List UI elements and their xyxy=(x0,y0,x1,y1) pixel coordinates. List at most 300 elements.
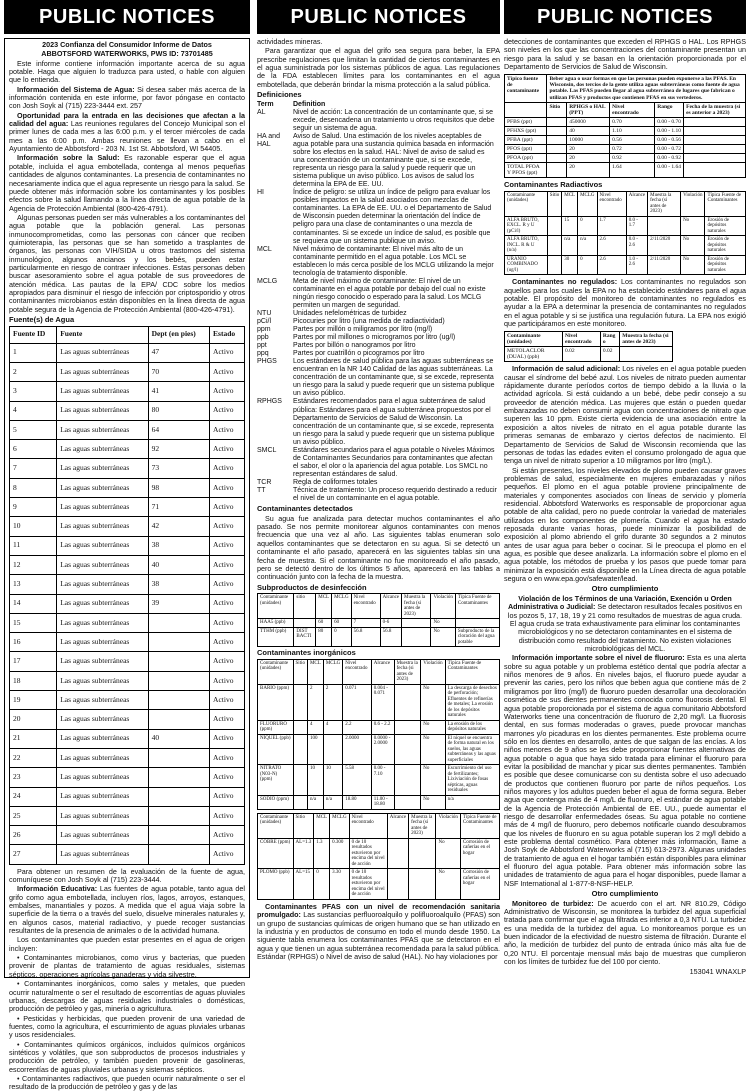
wells-header: Fuente ID xyxy=(10,326,57,343)
metals-header: Contaminante (unidades) xyxy=(258,813,294,838)
well-depth: 40 xyxy=(148,555,209,574)
unreg-cell xyxy=(620,347,673,362)
inorg-cell xyxy=(293,734,307,765)
well-depth: 70 xyxy=(148,362,209,381)
def-text: Índice de peligro: se utiliza un índice de peligro para evaluar los posibles impactos en la salud asociados con mezclas de contaminantes. La EPA de EE. UU. o el Departamento de Salud de Wisconsin pueden determinar la orientación del índice de peligro para una clase de contaminantes o una mezcla de contaminantes. Si se excede un índice de salud, es posible que se requiera que un sistema publique un aviso. xyxy=(293,189,492,245)
def-text: Meta de nivel máximo de contaminante: El nivel de un contaminante en el agua potable por debajo del cual no existe ningún riesgo conocido o esperado para la salud. Los MCLG permiten un margen de seguridad. xyxy=(293,277,486,309)
inorg-header: Sitio xyxy=(293,659,307,684)
well-id: 10 xyxy=(10,517,57,536)
pfas-cell xyxy=(684,144,746,153)
well-id: 9 xyxy=(10,498,57,517)
well-id: 3 xyxy=(10,382,57,401)
table-row xyxy=(10,498,245,517)
well-status: Activo xyxy=(210,536,245,555)
pfas-header: Fecha de la muestra (si es anterior a 2023) xyxy=(684,102,746,117)
well-src: Las aguas subterráneas xyxy=(57,517,148,536)
inorg-cell xyxy=(293,795,307,809)
metals-cell xyxy=(387,838,408,869)
definition-row xyxy=(257,326,500,334)
def-text: Aviso de Salud. Una estimación de los niveles aceptables de agua potable para una sustancia química basada en información sobre los efectos en la salud. HAL: Nivel de aviso de salud es una concentración de un contaminante que, si se excede, representa un riesgo para la salud y puede requerir que un sistema publique un aviso público. Los avisos de salud los determina la EPA de EE. UU. xyxy=(293,132,494,189)
pfas-cell xyxy=(547,126,567,135)
def-term: PHGS xyxy=(257,358,277,366)
inorg-cell: 18.80 xyxy=(343,795,371,809)
inorg-cell: NITRATO (N03-N) (ppm) xyxy=(258,765,294,796)
def-head-term: Term xyxy=(257,100,274,108)
pfas-cell: 0.56 xyxy=(610,135,655,144)
inorg-cell: 0.071 xyxy=(343,684,371,720)
inorg-cell: 0.0000 - 2.0000 xyxy=(371,734,394,765)
radio-cell: No xyxy=(681,255,705,275)
pfas-cell: 0.00 - 1.64 xyxy=(655,162,684,177)
radio-cell: 15 xyxy=(562,216,578,236)
def-term: ppb xyxy=(257,334,269,342)
pfas-cell xyxy=(547,162,567,177)
list-item: • Contaminantes radiactivos, que pueden ocurrir naturalmente o ser el resultado de la producción de petróleo y gas y de las xyxy=(9,1073,245,1092)
banner-1: PUBLIC NOTICES xyxy=(4,0,250,34)
table-row xyxy=(10,671,245,690)
well-status: Activo xyxy=(210,575,245,594)
pfas-cell: 20 xyxy=(567,153,610,162)
well-src: Las aguas subterráneas xyxy=(57,382,148,401)
def-term: pCi/l xyxy=(257,318,272,326)
disinf-header: Muestra la fecha (si antes de 2023) xyxy=(402,594,431,619)
radio-cell: 1.0 - 2.6 xyxy=(626,255,647,275)
radio-cell: 2.6 xyxy=(597,236,626,256)
radio-cell: ALFA BRUTO, INCL. R & U (n/a) xyxy=(505,236,548,256)
table-row xyxy=(10,691,245,710)
disinfection-title: Subproductos de desinfección xyxy=(257,582,367,592)
well-status: Activo xyxy=(210,401,245,420)
pfas-cell xyxy=(684,117,746,126)
table-row xyxy=(10,613,245,632)
disinf-header: MCL xyxy=(316,594,332,619)
inorg-cell: 2.0000 xyxy=(343,734,371,765)
well-depth xyxy=(148,633,209,652)
well-status: Activo xyxy=(210,420,245,439)
table-row xyxy=(10,729,245,748)
inorg-cell: n/a xyxy=(445,795,499,809)
column-1 xyxy=(4,38,250,1092)
table-row xyxy=(10,478,245,497)
pfas-cell: 10000 xyxy=(567,135,610,144)
inorg-cell: BARIO (ppm) xyxy=(258,684,294,720)
def-text: Partes por millón o miligramos por litro (mg/l) xyxy=(293,326,433,334)
radio-row xyxy=(505,236,746,256)
disinf-cell: HAA5 (ppb) xyxy=(258,619,294,628)
pfas-cell: 0.00 - 0.72 xyxy=(655,144,684,153)
def-text: Técnica de tratamiento: Un proceso requerido destinado a reducir el nivel de un contaminante en el agua potable. xyxy=(293,487,497,503)
definition-row xyxy=(257,479,500,487)
radio-cell xyxy=(547,255,561,275)
metals-cell: 0 xyxy=(314,869,330,900)
report-title: 2023 Confianza del Consumidor Informe de Datos xyxy=(42,40,212,49)
metals-cell xyxy=(387,869,408,900)
table-row xyxy=(10,748,245,767)
inorg-cell xyxy=(394,734,421,765)
def-term: TT xyxy=(257,487,266,494)
definition-row xyxy=(257,334,500,342)
well-status: Activo xyxy=(210,845,245,864)
def-text: Picocuries por litro (una medida de radiactividad) xyxy=(293,318,445,326)
radio-header: Contaminante (unidades) xyxy=(505,191,548,216)
def-term: MCLG xyxy=(257,277,278,285)
table-row xyxy=(10,343,245,362)
inorg-cell: La erosión de los depósitos naturales xyxy=(445,720,499,734)
metals-cell: AL=1.3 xyxy=(293,838,314,869)
other-title-2: Otro cumplimiento xyxy=(591,889,659,899)
well-id: 21 xyxy=(10,729,57,748)
table-row xyxy=(10,652,245,671)
well-id: 13 xyxy=(10,575,57,594)
well-status: Activo xyxy=(210,729,245,748)
well-src: Las aguas subterráneas xyxy=(57,652,148,671)
well-status: Activo xyxy=(210,710,245,729)
disinf-header: Típica Fuente de Contaminantes xyxy=(455,594,499,619)
unreg-header: Contaminante (unidades) xyxy=(505,332,563,347)
edu-info: Información Educativa: Las fuentes de agua potable, tanto agua del grifo como agua embotellada, incluyen ríos, lagos, arroyos, estanques, embalses, manantiales y pozos. A medida que el agua viaja sobre la superficie de la tierra o a través del suelo, disuelve minerales naturales y, en algunos casos, material radiactivo, y puede recoger sustancias resultantes de la presencia de animales o de la actividad humana. xyxy=(9,884,245,936)
pfas-cell: 0.72 xyxy=(610,144,655,153)
pfas-header: Rango xyxy=(655,102,684,117)
disinf-cell: 0 xyxy=(332,627,351,647)
def-term: AL xyxy=(257,108,266,116)
def-text: Unidades nefelométricas de turbidez xyxy=(293,309,407,317)
unreg-header: Rang o xyxy=(600,332,619,347)
inorg-row xyxy=(258,684,500,720)
well-status: Activo xyxy=(210,555,245,574)
table-row xyxy=(10,806,245,825)
definitions-header xyxy=(257,101,500,109)
disinf-cell xyxy=(455,619,499,628)
pfas-cell: 0.92 xyxy=(610,153,655,162)
well-src: Las aguas subterráneas xyxy=(57,478,148,497)
inorg-cell: 10 xyxy=(323,765,342,796)
well-id: 6 xyxy=(10,440,57,459)
radio-row xyxy=(505,255,746,275)
radio-cell: URANIO COMBINADO (ug/l) xyxy=(505,255,548,275)
well-status: Activo xyxy=(210,498,245,517)
well-src: Las aguas subterráneas xyxy=(57,343,148,362)
radio-cell: Erosión de depósitos naturales xyxy=(705,255,746,275)
well-id: 7 xyxy=(10,459,57,478)
well-depth xyxy=(148,748,209,767)
well-id: 8 xyxy=(10,478,57,497)
column-2 xyxy=(257,38,500,978)
inorg-header: Contaminante (unidades) xyxy=(258,659,294,684)
inorg-cell xyxy=(293,765,307,796)
pfas-row xyxy=(505,162,746,177)
inorg-header: MCLG xyxy=(323,659,342,684)
def-text: Estándares secundarios para el agua potable o Niveles Máximos de Contaminantes Secundarios para contaminantes que afectan el sabor, el olor o la apariencia del agua potable. Los SMCL no representan estándares de salud. xyxy=(293,446,495,478)
def-term: ppm xyxy=(257,326,271,334)
def-text: Regla de coliformes totales xyxy=(293,478,378,486)
well-id: 19 xyxy=(10,691,57,710)
well-depth xyxy=(148,768,209,787)
well-depth xyxy=(148,826,209,845)
table-row xyxy=(10,710,245,729)
well-id: 18 xyxy=(10,671,57,690)
well-status: Activo xyxy=(210,691,245,710)
metals-header: Violación xyxy=(436,813,460,838)
well-id: 14 xyxy=(10,594,57,613)
disinf-cell: 60 xyxy=(316,619,332,628)
pfas-cell: 0.70 xyxy=(610,117,655,126)
pfas-cell: TOTAL PFOA Y PFOS (ppt) xyxy=(505,162,547,177)
epa-text: Para garantizar que el agua del grifo sea segura para beber, la EPA prescribe regulaciones que limitan la cantidad de ciertos contaminantes en el agua suministrada por los sistemas públicos de agua. Las regulaciones de la FDA establecen límites para los contaminantes en el agua embotellada, que deberán brindar la misma protección a la salud pública. xyxy=(257,46,500,89)
banner-3: PUBLIC NOTICES xyxy=(504,0,746,34)
wells-header: Dept (en pies) xyxy=(148,326,209,343)
def-text: Partes por mil millones o microgramos por litro (ug/l) xyxy=(293,334,456,342)
list-item: • Contaminantes microbianos, como virus y bacterias, que pueden provenir de plantas de tratamiento de aguas residuales, sistemas sépticos, operaciones agrícolas ganaderas y vida silvestre. xyxy=(9,953,245,979)
definition-row xyxy=(257,109,500,133)
metals-header: Típica Fuente de Contaminantes xyxy=(460,813,499,838)
pfas-cell xyxy=(684,135,746,144)
well-src: Las aguas subterráneas xyxy=(57,575,148,594)
disinf-cell: No xyxy=(431,619,455,628)
radio-cell: No xyxy=(681,216,705,236)
pfas-row xyxy=(505,153,746,162)
inorg-cell xyxy=(394,720,421,734)
inorg-cell: 4 xyxy=(323,720,342,734)
radio-table xyxy=(504,191,746,276)
inorg-cell: No xyxy=(421,795,445,809)
pfas-row xyxy=(505,117,746,126)
well-status: Activo xyxy=(210,382,245,401)
radio-cell: 0.0 - 2.6 xyxy=(626,236,647,256)
pfas-cell: 20 xyxy=(567,162,610,177)
well-src: Las aguas subterráneas xyxy=(57,806,148,825)
table-row xyxy=(10,787,245,806)
table-row xyxy=(10,575,245,594)
radio-header: Violación xyxy=(681,191,705,216)
well-status: Activo xyxy=(210,748,245,767)
inorg-cell: 4 xyxy=(307,720,323,734)
disinf-cell: 56.8 xyxy=(380,627,401,647)
definition-row xyxy=(257,342,500,350)
definition-row xyxy=(257,398,500,446)
well-depth xyxy=(148,671,209,690)
metals-cell: 1.3 xyxy=(314,838,330,869)
well-status: Activo xyxy=(210,594,245,613)
metals-cell xyxy=(409,869,436,900)
table-row xyxy=(10,362,245,381)
well-src: Las aguas subterráneas xyxy=(57,845,148,864)
well-depth: 38 xyxy=(148,575,209,594)
metals-cell: No xyxy=(436,869,460,900)
disinf-header: Violación xyxy=(431,594,455,619)
radio-cell: n/a xyxy=(578,236,597,256)
well-depth: 64 xyxy=(148,420,209,439)
list-item: • Pesticidas y herbicidas, que pueden provenir de una variedad de fuentes, como la agricultura, el escurrimiento de aguas pluviales urbanas y usos residenciales. xyxy=(9,1013,245,1040)
list-item: • Contaminantes inorgánicos, como sales y metales, que pueden ocurrir naturalmente o ser el resultado de escorrentías de aguas pluviales urbanas, descargas de aguas residuales industriales o domésticas, producción de petróleo y gas, minería o agricultura. xyxy=(9,979,245,1014)
summary-text: Para obtener un resumen de la evaluación de la fuente de agua, comuníquese con Josh Soyk al (715) 223-3444. xyxy=(9,866,245,885)
radio-header: Alcance xyxy=(626,191,647,216)
inorg-row xyxy=(258,734,500,765)
well-depth: 71 xyxy=(148,498,209,517)
pfas-header: Sitio xyxy=(547,102,567,117)
def-text: Partes por billón o nanogramos por litro xyxy=(293,342,416,350)
well-src: Las aguas subterráneas xyxy=(57,633,148,652)
violation-text: Violación de los Términos de una Variación, Exención u Orden Administrativa o Judicial: Se detectaron resultados fecales positivos en los pozos 5, 17, 18, 19 y 21 como resultados de muestras de agua cruda. El agua cruda se trata exhaustivamente para eliminar los contaminantes microbiológicos y no se detectaron contaminantes en el sistema de distribución como resultado del tratamiento. No existen violaciones microbiológicas del MCL. xyxy=(507,594,743,654)
well-depth: 38 xyxy=(148,536,209,555)
well-id: 4 xyxy=(10,401,57,420)
well-id: 11 xyxy=(10,536,57,555)
table-row xyxy=(10,517,245,536)
def-term: ppt xyxy=(257,342,267,350)
well-status: Activo xyxy=(210,459,245,478)
inorg-cell: 2 xyxy=(307,684,323,720)
opportunity-info: Oportunidad para la entrada en las decisiones que afectan a la calidad del agua: Las reuniones regulares del Concejo Municipal son el primer lunes de cada mes a las 6:00 p.m. y el tercer miércoles de cada mes a las 6:00 p.m. Ambas reuniones se llevan a cabo en el Ayuntamiento de Abbotsford - 203 N. 1st St. Abbotsford, WI 54405. xyxy=(9,110,245,154)
table-row xyxy=(10,594,245,613)
metals-header: Muestra la fecha (si antes de 2023) xyxy=(409,813,436,838)
pfas-cell: 40 xyxy=(567,126,610,135)
pfas-cell xyxy=(547,117,567,126)
def-term: HA and HAL xyxy=(257,132,280,148)
pfas-cell: 0.00 - 0.56 xyxy=(655,135,684,144)
well-depth xyxy=(148,652,209,671)
well-id: 5 xyxy=(10,420,57,439)
pfas-header: RPHGS o HAL (PPT) xyxy=(567,102,610,117)
metals-header: Sitio xyxy=(293,813,314,838)
def-term: HI xyxy=(257,189,264,197)
notice-id: 153041 WNAXLP xyxy=(689,966,746,976)
well-id: 16 xyxy=(10,633,57,652)
table-row xyxy=(10,536,245,555)
unregulated-text: Contaminantes no regulados: Los contaminantes no regulados son aquellos para los cuales la EPA no ha establecido estándares para el agua potable. El propósito del monitoreo de contaminantes no regulados es ayudar a la EPA a determinar la presencia de contaminantes no regulados en el agua potable y si se justifica una regulación futura. La EPA nos exigió que participáramos en este monitoreo. xyxy=(504,277,746,328)
radio-header: Sitio xyxy=(547,191,561,216)
disinf-cell: No xyxy=(431,627,455,647)
radio-header: MCL xyxy=(562,191,578,216)
column-3 xyxy=(504,38,746,978)
pfas-row xyxy=(505,126,746,135)
def-text: Partes por cuatrillón o picogramos por litro xyxy=(293,350,425,358)
radio-cell: n/a xyxy=(562,236,578,256)
sources-title: Fuente(s) de Agua xyxy=(9,315,75,324)
disinf-header: sitio xyxy=(294,594,316,619)
pfas-cell xyxy=(547,153,567,162)
well-depth xyxy=(148,806,209,825)
pfas-cell: 20 xyxy=(567,144,610,153)
pfas-row xyxy=(505,135,746,144)
radio-row xyxy=(505,216,746,236)
well-id: 24 xyxy=(10,787,57,806)
def-text: Nivel máximo de contaminante: El nivel más alto de un contaminante permitido en el agua potable. Los MCL se establecen lo más cerca posible de los MCLG utilizando la mejor tecnología de tratamiento disponible. xyxy=(293,245,494,277)
wells-header: Fuente xyxy=(57,326,148,343)
pfas-cell: 0.00 - 0.70 xyxy=(655,117,684,126)
disinf-cell: Subproducto de la cloración del agua potable xyxy=(455,627,499,647)
metals-cell xyxy=(409,838,436,869)
metals-cell: COBRE (ppm) xyxy=(258,838,294,869)
inorg-cell: Escurrimiento del uso de fertilizantes; Lixiviación de fosas sépticas, aguas residuales xyxy=(445,765,499,796)
wells-table xyxy=(9,326,245,865)
definition-row xyxy=(257,278,500,310)
definition-row xyxy=(257,358,500,398)
well-id: 27 xyxy=(10,845,57,864)
well-src: Las aguas subterráneas xyxy=(57,613,148,632)
inorg-header: Violación xyxy=(421,659,445,684)
well-depth: 98 xyxy=(148,478,209,497)
table-row xyxy=(10,401,245,420)
well-depth xyxy=(148,613,209,632)
disinfection-table xyxy=(257,593,500,647)
definitions-title: Definiciones xyxy=(257,90,302,100)
definitions-table xyxy=(257,101,500,503)
definition-row xyxy=(257,310,500,318)
well-src: Las aguas subterráneas xyxy=(57,710,148,729)
inorg-cell: 2 xyxy=(323,684,342,720)
unreg-header: Muestra la fecha (si antes de 2023) xyxy=(620,332,673,347)
metals-cell: No xyxy=(436,838,460,869)
radio-cell: 0.0 - 1.7 xyxy=(626,216,647,236)
well-src: Las aguas subterráneas xyxy=(57,729,148,748)
well-src: Las aguas subterráneas xyxy=(57,536,148,555)
well-id: 12 xyxy=(10,555,57,574)
well-status: Activo xyxy=(210,806,245,825)
inorg-row xyxy=(258,720,500,734)
radio-cell: 0 xyxy=(578,216,597,236)
definition-row xyxy=(257,246,500,278)
table-row xyxy=(10,826,245,845)
def-term: SMCL xyxy=(257,446,277,454)
disinf-header: Alcance xyxy=(380,594,401,619)
metals-cell: AL=15 xyxy=(293,869,314,900)
metals-header: MCL xyxy=(314,813,330,838)
def-term: NTU xyxy=(257,309,272,317)
disinf-header: Contaminante (unidades) xyxy=(258,594,294,619)
metals-header: Alcance xyxy=(387,813,408,838)
well-depth: 92 xyxy=(148,440,209,459)
def-term: MCL xyxy=(257,245,272,253)
definition-row xyxy=(257,447,500,479)
other-title: Otro cumplimiento xyxy=(591,584,659,594)
detected-text: Su agua fue analizada para detectar muchos contaminantes el año pasado. Se nos permite monitorear algunos contaminantes con menos frecuencia que una vez al año. Las siguientes tablas enumeran solo aquellos contaminantes que se detectaron en su agua. Si se detectó un contaminante el año pasado, aparecerá en las siguientes tablas sin una fecha de muestra. Si el contaminante no fue monitoreado el año pasado, pero se detectó dentro de los últimos 5 años, aparecerá en las tablas a continuación junto con la fecha de la muestra. xyxy=(257,513,500,582)
well-src: Las aguas subterráneas xyxy=(57,594,148,613)
disinf-cell xyxy=(294,619,316,628)
pfas-cell: 0.00 - 1.10 xyxy=(655,126,684,135)
metals-header: MCLG xyxy=(330,813,349,838)
metals-row xyxy=(258,869,500,900)
table-row xyxy=(10,768,245,787)
well-src: Las aguas subterráneas xyxy=(57,440,148,459)
inorg-cell: No xyxy=(421,765,445,796)
radio-cell: Erosión de depósitos naturales xyxy=(705,216,746,236)
inorg-cell: No xyxy=(421,720,445,734)
inorg-header: Nivel encontrado xyxy=(343,659,371,684)
inorg-cell: 0.004 - 0.071 xyxy=(371,684,394,720)
well-depth xyxy=(148,691,209,710)
pfas-cell: PFBS (ppt) xyxy=(505,117,547,126)
inorg-cell: 0.6 - 2.2 xyxy=(371,720,394,734)
pfas-cell: 450000 xyxy=(567,117,610,126)
pfas-cell: PFHXS (ppt) xyxy=(505,126,547,135)
radio-cell xyxy=(547,236,561,256)
metals-cell: 0 de 10 resultados estuvieron por encima del nivel de acción xyxy=(349,869,387,900)
metals-cell: 0.300 xyxy=(330,838,349,869)
radio-cell xyxy=(547,216,561,236)
metals-cell: PLOMO (ppb) xyxy=(258,869,294,900)
disinf-cell xyxy=(402,619,431,628)
report-subtitle: ABBOTSFORD WATERWORKS, PWS ID: 73701485 xyxy=(41,49,213,59)
well-id: 26 xyxy=(10,826,57,845)
disinf-header: MCLG xyxy=(332,594,351,619)
table-row xyxy=(10,440,245,459)
definition-row xyxy=(257,133,500,189)
disinf-cell: 0-6 xyxy=(380,619,401,628)
radio-cell: Erosión de depósitos naturales xyxy=(705,236,746,256)
radio-cell: 0 xyxy=(578,255,597,275)
well-src: Las aguas subterráneas xyxy=(57,459,148,478)
inorg-cell xyxy=(293,684,307,720)
metals-header: Nivel encontrado xyxy=(349,813,387,838)
